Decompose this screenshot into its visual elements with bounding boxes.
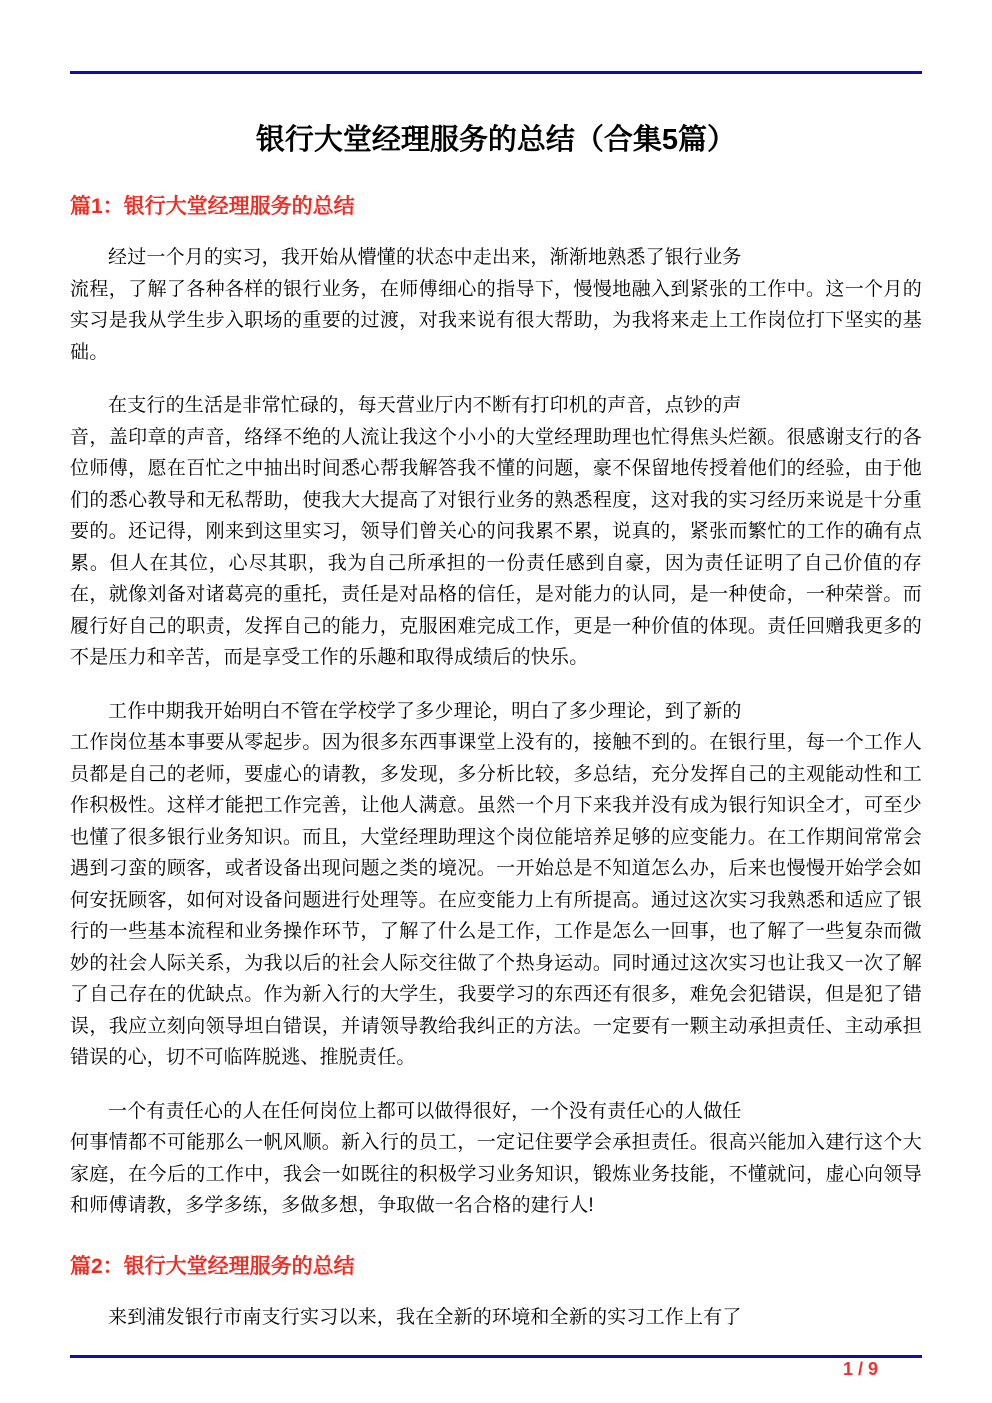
paragraph [70, 390, 922, 674]
paragraph-body: 流程，了解了各种各样的银行业务，在师傅细心的指导下，慢慢地融入到紧张的工作中。这一个月的实习是我从学生步入职场的重要的过渡，对我来说有很大帮助，为我将来走上工作岗位打下坚实的基础。 [70, 278, 922, 363]
paragraph-body: 音，盖印章的声音，络绎不绝的人流让我这个小小的大堂经理助理也忙得焦头烂额。很感谢支行的各位师傅，愿在百忙之中抽出时间悉心帮我解答我不懂的问题，豪不保留地传授着他们的经验，由于他们的悉心教导和无私帮助，使我大大提高了对银行业务的熟悉程度，这对我的实习经历来说是十分重要的。还记得，刚来到这里实习，领导们曾关心的问我累不累，说真的，紧张而繁忙的工作的确有点累。但人在其位，心尽其职，我为自己所承担的一份责任感到自豪，因为责任证明了自己价值的存在，就像刘备对诸葛亮的重托，责任是对品格的信任，是对能力的认同，是一种使命，一种荣誉。而履行好自己的职责，发挥自己的能力，克服困难完成工作，更是一种价值的体现。责任回赠我更多的不是压力和辛苦，而是享受工作的乐趣和取得成绩后的快乐。 [70, 426, 922, 668]
paragraph-first-line: 工作中期我开始明白不管在学校学了多少理论，明白了多少理论，到了新的 [108, 700, 742, 722]
bottom-divider [70, 1355, 922, 1358]
paragraph-first-line: 一个有责任心的人在任何岗位上都可以做得很好，一个没有责任心的人做任 [108, 1100, 742, 1122]
paragraph [70, 1302, 922, 1334]
section-2-heading: 篇2：银行大堂经理服务的总结 [70, 1254, 355, 1278]
section-1 [70, 192, 922, 1222]
section-1-heading: 篇1：银行大堂经理服务的总结 [70, 195, 355, 218]
document-content [70, 0, 922, 1350]
paragraph-first-line: 在支行的生活是非常忙碌的，每天营业厅内不断有打印机的声音，点钞的声 [108, 395, 742, 416]
section-2 [70, 1252, 922, 1334]
paragraph-body: 何事情都不可能那么一帆风顺。新入行的员工，一定记住要学会承担责任。很高兴能加入建行这个大家庭，在今后的工作中，我会一如既往的积极学习业务知识，锻炼业务技能，不懂就问，虚心向领导和师傅请教，多学多练，多做多想，争取做一名合格的建行人! [70, 1132, 922, 1216]
paragraph-body: 工作岗位基本事要从零起步。因为很多东西事课堂上没有的，接触不到的。在银行里，每一个工作人员都是自己的老师，要虚心的请教，多发现，多分析比较，多总结，充分发挥自己的主观能动性和工作积极性。这样才能把工作完善，让他人满意。虽然一个月下来我并没有成为银行知识全才，可至少也懂了很多银行业务知识。而且，大堂经理助理这个岗位能培养足够的应变能力。在工作期间常常会遇到刁蛮的顾客，或者设备出现问题之类的境况。一开始总是不知道怎么办，后来也慢慢开始学会如何安抚顾客，如何对设备问题进行处理等。在应变能力上有所提高。通过这次实习我熟悉和适应了银行的一些基本流程和业务操作环节，了解了什么是工作，工作是怎么一回事，也了解了一些复杂而微妙的社会人际关系，为我以后的社会人际交往做了个热身运动。同时通过这次实习也让我又一次了解了自己存在的优缺点。作为新入行的大学生，我要学习的东西还有很多，难免会犯错误，但是犯了错误，我应立刻向领导坦白错误，并请领导教给我纠正的方法。一定要有一颗主动承担责任、主动承担错误的心，切不可临阵脱逃、推脱责任。 [70, 732, 922, 1068]
paragraph-first-line: 经过一个月的实习，我开始从懵懂的状态中走出来，渐渐地熟悉了银行业务 [108, 247, 742, 268]
paragraph [70, 1096, 922, 1222]
page-number: 1 / 9 [842, 1359, 878, 1379]
paragraph [70, 242, 922, 368]
paragraph-first-line: 来到浦发银行市南支行实习以来，我在全新的环境和全新的实习工作上有了 [108, 1306, 742, 1328]
paragraph [70, 696, 922, 1074]
document-title: 银行大堂经理服务的总结（合集5篇） [255, 124, 737, 156]
